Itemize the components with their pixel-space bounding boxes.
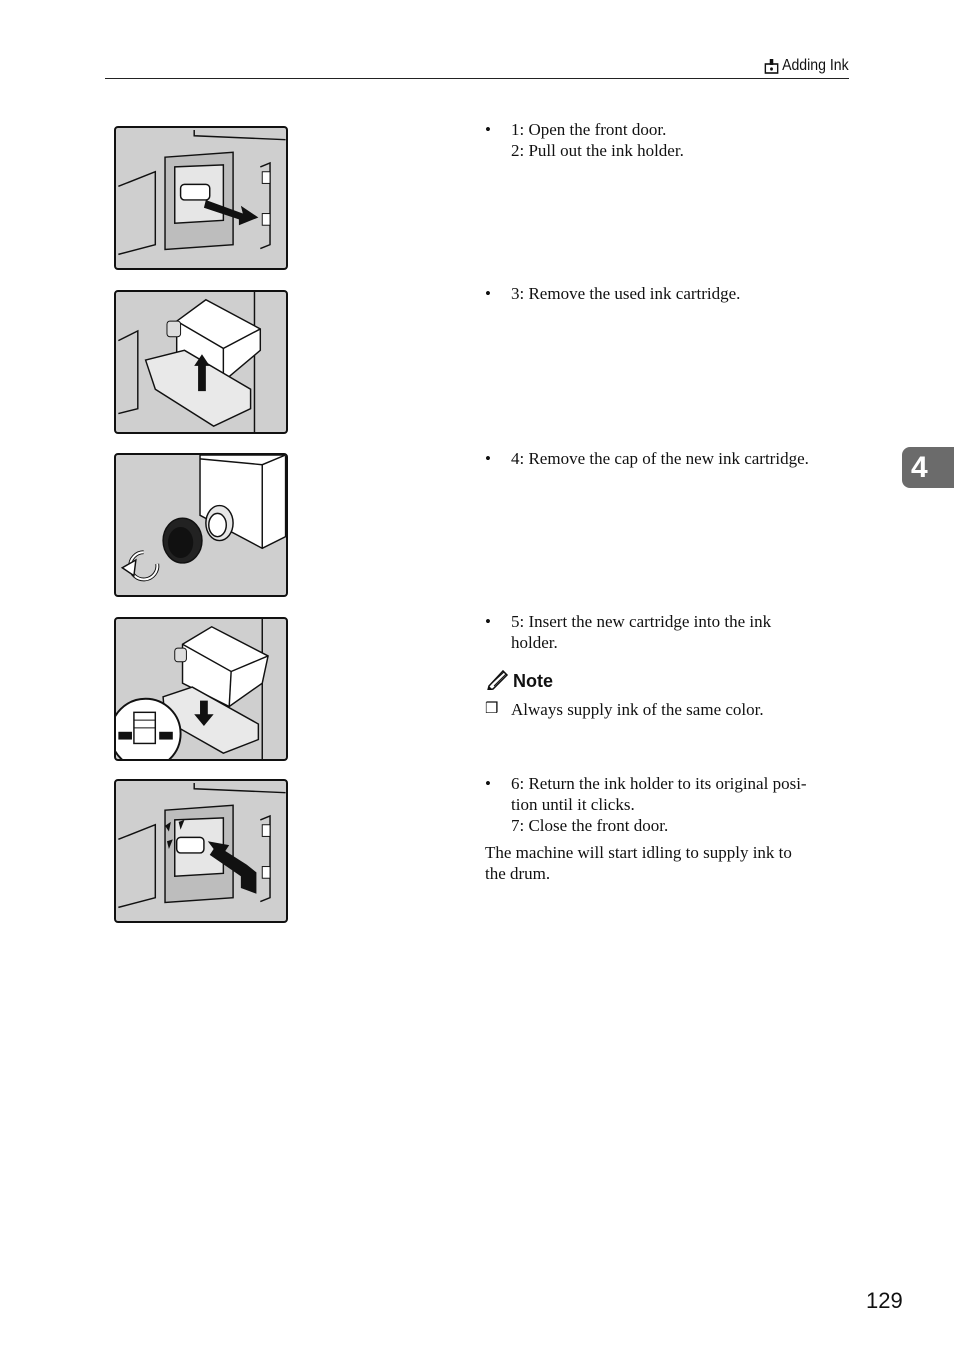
bullet: •: [485, 120, 491, 139]
step-line: 4: Remove the cap of the new ink cartridge.: [511, 449, 809, 468]
note-heading: [485, 668, 850, 695]
step-line: holder.: [511, 633, 558, 652]
bullet: •: [485, 612, 491, 631]
step-line: tion until it clicks.: [511, 795, 635, 814]
bullet: •: [485, 774, 491, 793]
paragraph-line: the drum.: [485, 864, 551, 883]
illustration-pull-out-holder: [114, 126, 288, 270]
note-text: Always supply ink of the same color.: [511, 700, 764, 719]
step-line: 2: Pull out the ink holder.: [511, 141, 684, 160]
illustration-insert-cartridge: [114, 617, 288, 761]
result-paragraph: [485, 842, 850, 884]
header-title-text: Adding Ink: [782, 57, 849, 74]
step-3: [485, 283, 850, 304]
paragraph-line: The machine will start idling to supply ink to: [485, 843, 792, 862]
pencil-icon: [485, 668, 509, 695]
step-line: 3: Remove the used ink cartridge.: [511, 284, 741, 303]
note-title: Note: [513, 671, 553, 691]
step-1-2: [485, 119, 850, 161]
chapter-tab: 4: [902, 447, 954, 488]
checkbox-glyph: ❒: [485, 701, 499, 717]
step-line: 1: Open the front door.: [511, 120, 667, 139]
step-4: [485, 448, 850, 469]
header-title: [765, 57, 849, 75]
step-line: 5: Insert the new cartridge into the ink: [511, 612, 772, 631]
step-line: 7: Close the front door.: [511, 816, 669, 835]
step-line: 6: Return the ink holder to its original posi-: [511, 774, 807, 793]
note-item: [485, 699, 850, 720]
step-6-7: [485, 773, 850, 884]
bullet: •: [485, 449, 491, 468]
page-number: 129: [866, 1288, 903, 1313]
illustration-remove-cap: [114, 453, 288, 597]
page-header: [105, 54, 849, 79]
illustration-return-holder: [114, 779, 288, 923]
bullet: •: [485, 284, 491, 303]
ink-bottle-icon: [765, 58, 779, 74]
illustration-remove-cartridge: [114, 290, 288, 434]
step-5: [485, 611, 850, 720]
